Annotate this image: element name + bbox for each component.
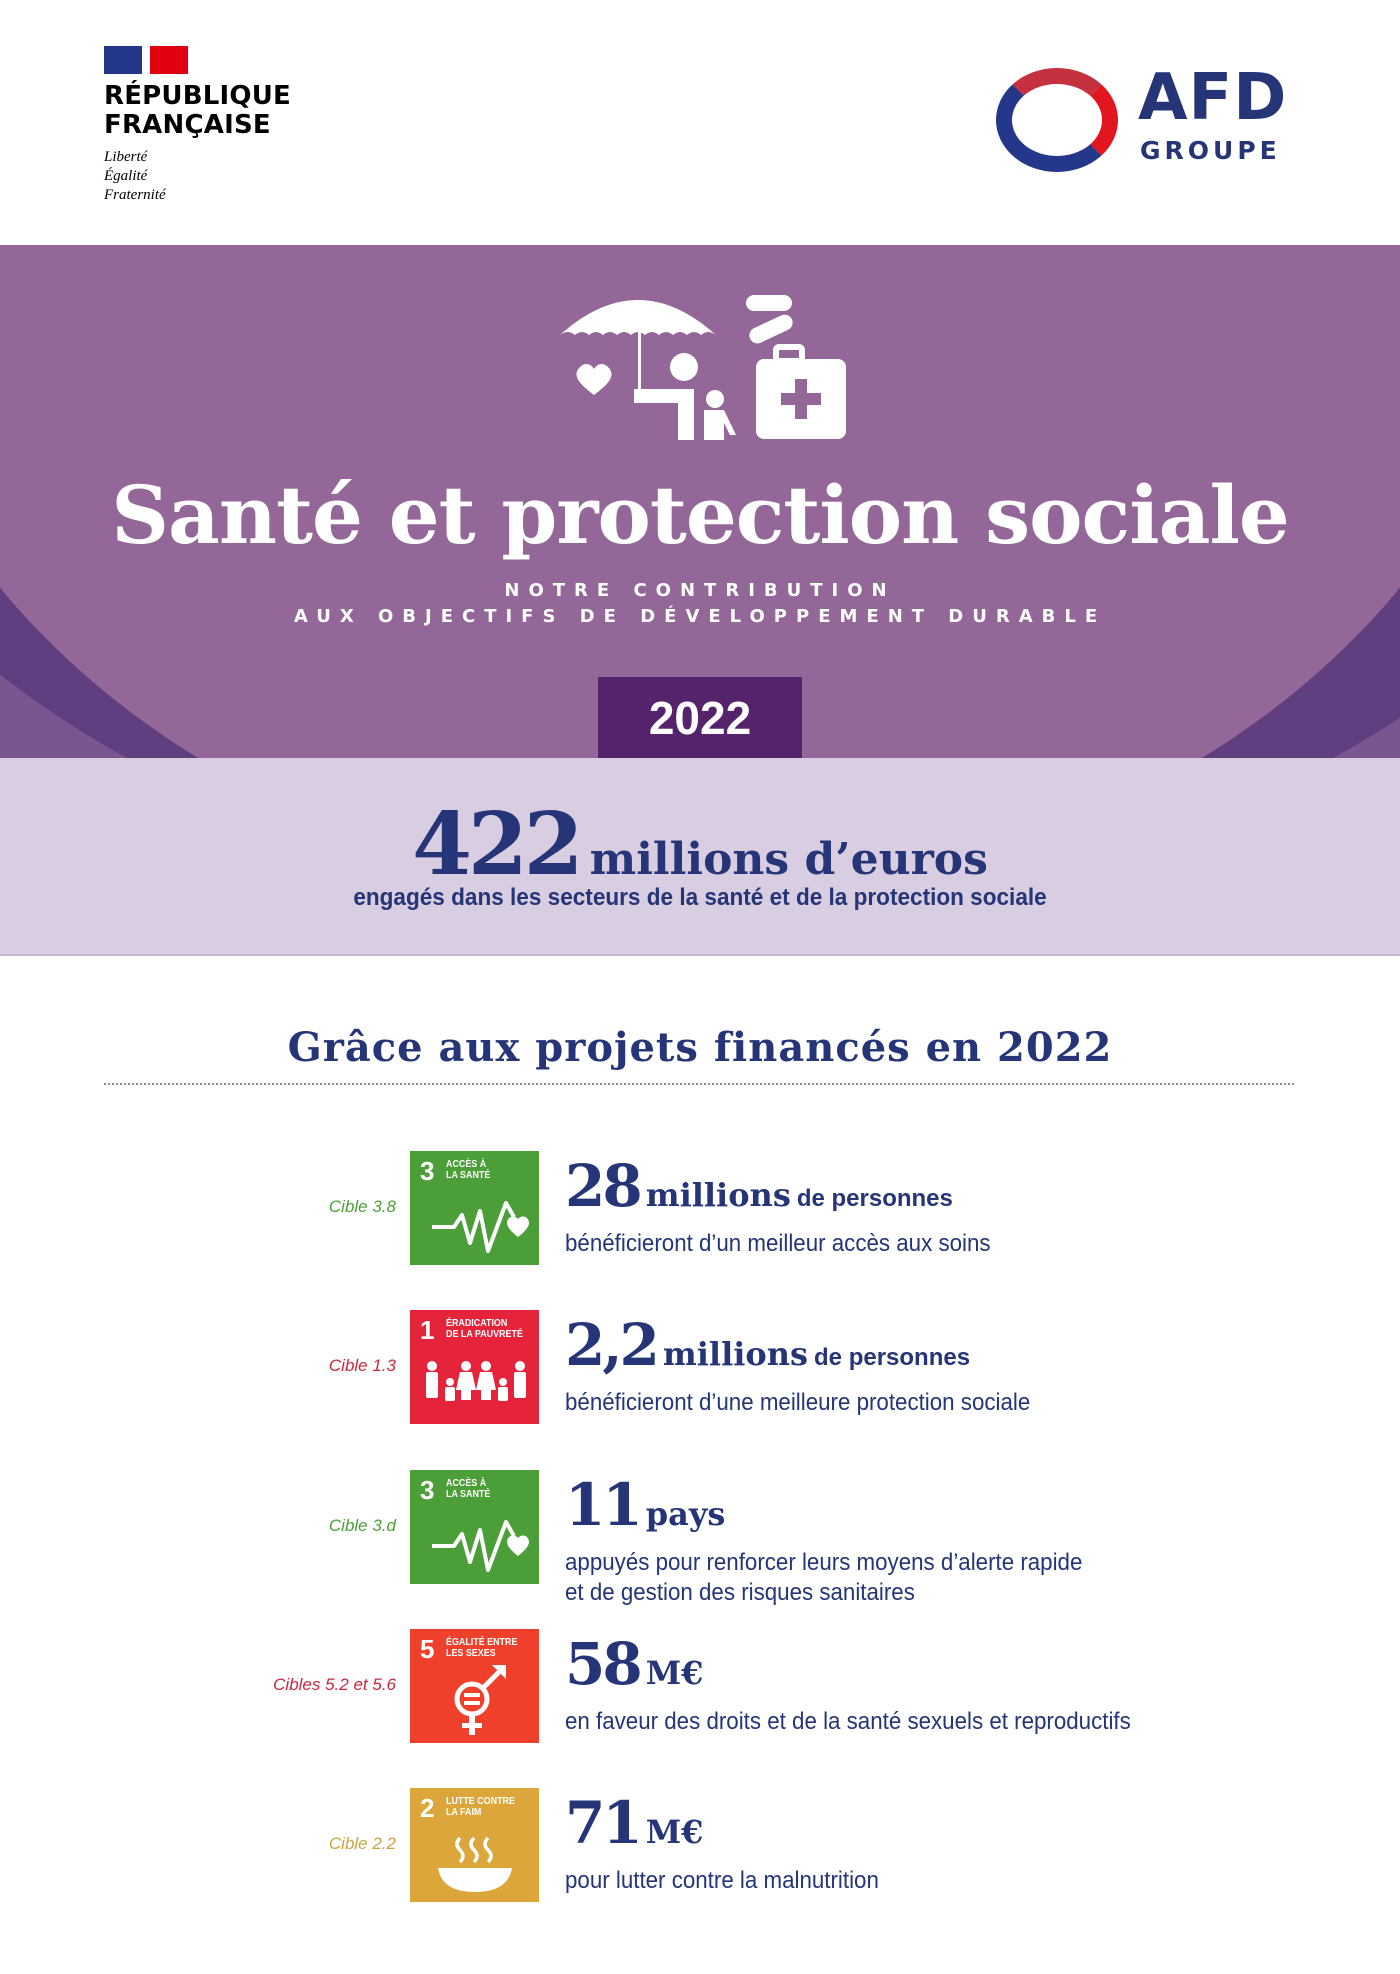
sdg-1-tile: 1 ÉRADICATION DE LA PAUVRETÉ	[410, 1310, 539, 1424]
page-title: Santé et protection sociale	[111, 468, 1289, 562]
family-icon	[410, 1310, 539, 1424]
republique-francaise-logo	[104, 46, 324, 205]
republique-motto: Liberté Égalité Fraternité	[104, 149, 166, 203]
target-label: Cibles 5.2 et 5.6	[273, 1675, 396, 1694]
umbrella-family-medical-kit-icon	[558, 295, 848, 445]
target-label: Cible 3.d	[328, 1516, 396, 1535]
hero-subtitle: NOTRE CONTRIBUTION AUX OBJECTIFS DE DÉVELOPPEMENT DURABLE	[293, 580, 1107, 627]
sdg-2-tile: 2 LUTTE CONTRE LA FAIM	[410, 1788, 539, 1902]
stat-block: 11 pays appuyés pour renforcer leurs moyens d’alerte rapide et de gestion des risques sanitaires	[565, 1471, 1083, 1606]
impact-row	[0, 1470, 1400, 1606]
target-label: Cible 3.8	[328, 1197, 396, 1216]
heartbeat-icon	[410, 1470, 539, 1584]
republique-title: RÉPUBLIQUE FRANÇAISE	[104, 81, 291, 140]
sdg-3-tile: 3 ACCÈS À LA SANTÉ	[410, 1470, 539, 1584]
stat-block: 28 millions de personnes bénéficieront d’un meilleur accès aux soins	[565, 1152, 991, 1257]
sdg-3-tile: 3 ACCÈS À LA SANTÉ	[410, 1151, 539, 1265]
impact-row	[0, 1629, 1400, 1759]
heartbeat-icon	[410, 1151, 539, 1265]
stat-block: 71 M€ pour lutter contre la malnutrition	[565, 1789, 879, 1894]
target-label: Cible 2.2	[328, 1834, 396, 1853]
afd-name: AFD	[1138, 61, 1288, 135]
target-label: Cible 1.3	[328, 1356, 396, 1375]
impact-row	[0, 1310, 1400, 1440]
afd-ring-icon	[996, 68, 1118, 172]
summary-band	[0, 758, 1400, 956]
impact-row	[0, 1151, 1400, 1281]
total-unit: millions d’euros	[589, 834, 988, 885]
impact-row	[0, 1788, 1400, 1918]
total-amount: 422	[412, 794, 580, 895]
stat-block: 2,2 millions de personnes bénéficieront d’une meilleure protection sociale	[565, 1311, 1031, 1416]
year-badge: 2022	[598, 677, 802, 758]
section-title: Grâce aux projets financés en 2022	[287, 1024, 1113, 1071]
afd-groupe-logo	[992, 61, 1302, 180]
summary-description: engagés dans les secteurs de la santé et de la protection sociale	[353, 884, 1047, 911]
afd-sub: GROUPE	[1140, 136, 1281, 165]
sdg-5-tile: 5 ÉGALITÉ ENTRE LES SEXES	[410, 1629, 539, 1743]
dotted-divider	[104, 1083, 1294, 1085]
hero-banner	[0, 245, 1400, 758]
stat-block: 58 M€ en faveur des droits et de la santé sexuels et reproductifs	[565, 1630, 1131, 1735]
marianne-flag-icon	[104, 46, 188, 74]
bowl-icon	[410, 1788, 539, 1902]
gender-equality-icon	[410, 1629, 539, 1743]
